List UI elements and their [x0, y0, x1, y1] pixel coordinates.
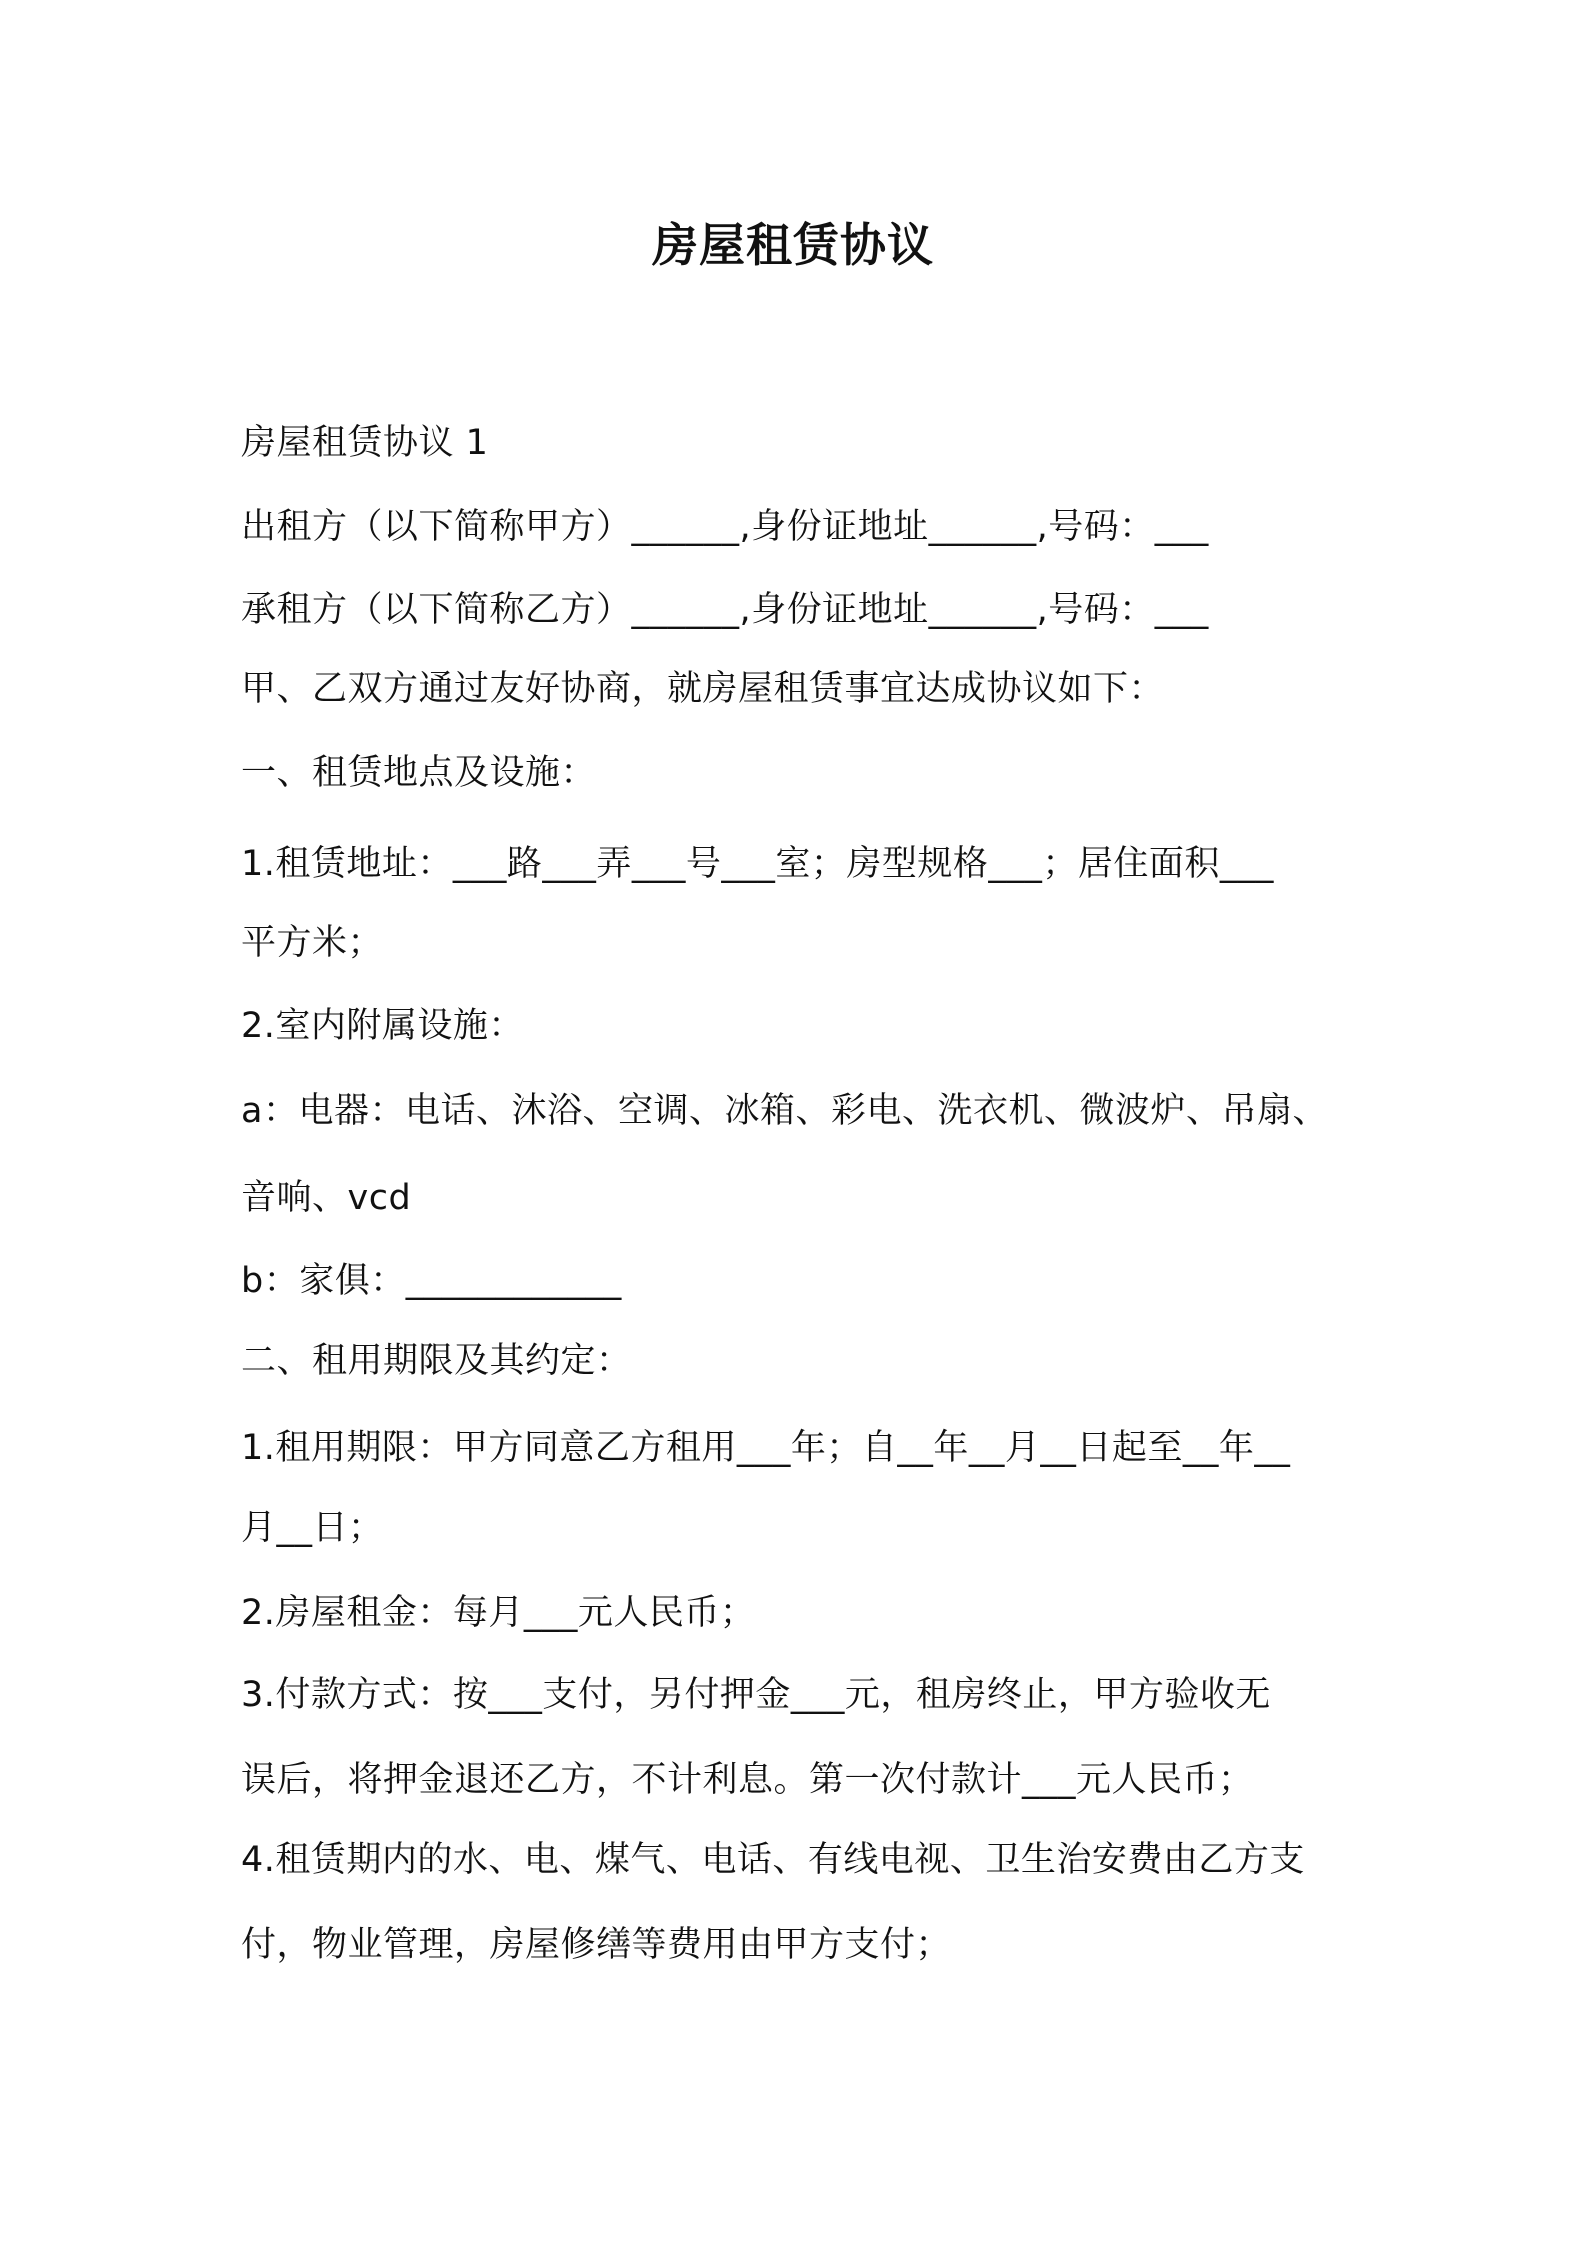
clause-2-4-line-1: 4.租赁期内的水、电、煤气、电话、有线电视、卫生治安费由乙方支	[241, 1840, 1305, 1880]
clause-2-2: 2.房屋租金：每月___元人民币；	[241, 1593, 756, 1633]
clause-1-1-line-2: 平方米；	[241, 923, 384, 963]
lessee-line: 承租方（以下简称乙方）______,身份证地址______,号码：___	[241, 590, 1209, 630]
clause-1-2: 2.室内附属设施：	[241, 1006, 524, 1046]
clause-2-1-line-1: 1.租用期限：甲方同意乙方租用___年；自__年__月__日起至__年__	[241, 1428, 1291, 1468]
lessor-line: 出租方（以下简称甲方）______,身份证地址______,号码：___	[241, 507, 1209, 547]
intro-line: 甲、乙双方通过友好协商，就房屋租赁事宜达成协议如下：	[241, 669, 1165, 709]
clause-2-3-line-1: 3.付款方式：按___支付，另付押金___元，租房终止，甲方验收无	[241, 1675, 1271, 1715]
section-2-heading: 二、租用期限及其约定：	[241, 1341, 632, 1381]
agreement-heading: 房屋租赁协议 1	[241, 423, 489, 463]
clause-1-2-a-line-2: 音响、vcd	[241, 1178, 412, 1218]
clause-2-3-line-2: 误后，将押金退还乙方，不计利息。第一次付款计___元人民币；	[241, 1760, 1254, 1800]
clause-1-1-line-1: 1.租赁地址：___路___弄___号___室；房型规格___；居住面积___	[241, 844, 1274, 884]
clause-1-2-b: b：家俱：____________	[241, 1261, 622, 1301]
clause-2-4-line-2: 付，物业管理，房屋修缮等费用由甲方支付；	[241, 1925, 952, 1965]
section-1-heading: 一、租赁地点及设施：	[241, 753, 597, 793]
clause-2-1-line-2: 月__日；	[241, 1508, 384, 1548]
clause-1-2-a-line-1: a：电器：电话、沐浴、空调、冰箱、彩电、洗衣机、微波炉、吊扇、	[241, 1091, 1328, 1131]
document-title: 房屋租赁协议	[652, 218, 934, 272]
